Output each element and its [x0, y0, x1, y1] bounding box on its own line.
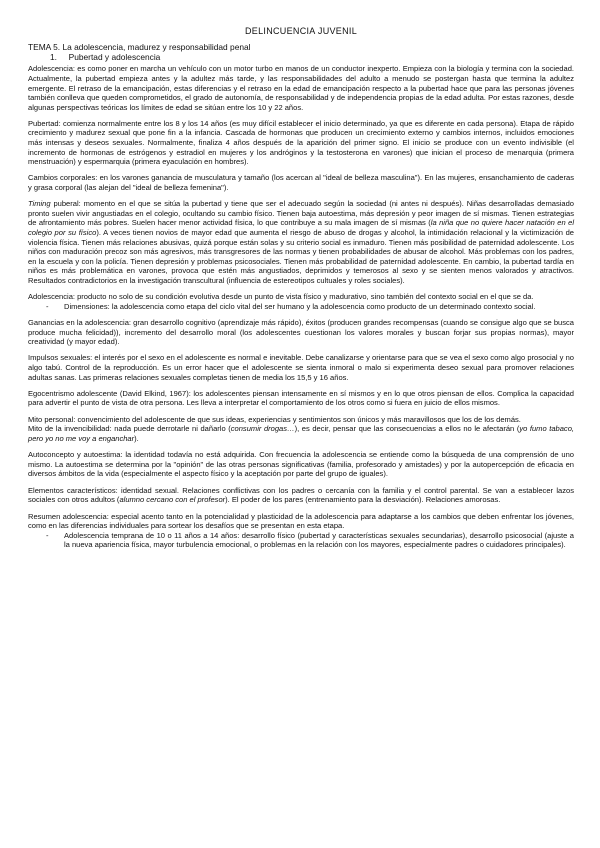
- list-item: - Adolescencia temprana de 10 o 11 años a 14 años: desarrollo físico (pubertad y características sexuales secundarias), desarrollo psicosocial (ajuste a la nueva apariencia física, mayor turbulencia emocional, o problemas en la relación con los mayores, especialmente padres o cuidadores principales).: [28, 531, 574, 550]
- paragraph-impulsos-sexuales: Impulsos sexuales: el interés por el sexo en el adolescente es normal e inevitable. Debe canalizarse y orientarse para que se vea el sexo como algo prosocial y no algo tabú. Control de la reproducción. Es un error hacer que el adolescente se sienta inmoral o malo si experimenta deseo sexual para promover relaciones adultas sanas. Las primeras relaciones sexuales completas tienen de media los 15,5 y 16 años.: [28, 353, 574, 382]
- paragraph-adolescencia: Adolescencia: es como poner en marcha un vehículo con un motor turbo en manos de un conductor inexperto. Empieza con la biología y termina con la sociedad. Actualmente, la pubertad empieza antes y la adultez más tarde, y las responsabilidades del adulto a menudo se postergan hasta que termina la adultez emergente. El retraso de la emancipación, estas diferencias y el retraso en la edad de emancipación respecto a la pubertad hace que para las personas jóvenes también conlleva que queden comprometidos, el grado de autonomía, de responsabilidad y de independencia propias de la edad adulta. Por estas razones, desde algunas perspectivas teóricas los límites de edad se sitúan entre los 10 y 22 años.: [28, 64, 574, 112]
- paragraph-egocentrismo: Egocentrismo adolescente (David Elkind, 1967): los adolescentes piensan intensamente en sí mismos y en lo que otros piensan de ellos. Complica la capacidad para advertir el punto de vista de otra persona. Les lleva a interpretar el comportamiento de los otros como si fuera en juicio de ellos mismos.: [28, 388, 574, 408]
- mito-text-b: ), es decir, pensar que las consecuencias a ellos no le afectarán (: [294, 424, 520, 434]
- paragraph-pubertad: Pubertad: comienza normalmente entre los 8 y los 14 años (es muy difícil establecer el inicio determinado, ya que es diferente en cada persona). Etapa de rápido crecimiento y madurez sexual que pone fin a la infancia. Cascada de hormonas que producen un crecimiento externo y cambios internos, incluidos emociones más intensas y deseos sexuales. Normalmente, finaliza 4 años después de la aparición del primer signo. El inicio se produce con un evento indivisible (el incremento de hormonas de estrógenos y estradiol en mujeres y los andróginos y la testosterona en varones) que inician el proceso de menarquia (primera menstruación) y espermarquia (primera eyaculación en hombres).: [28, 118, 574, 167]
- mito-text-a: Mito de la invencibilidad: nada puede derrotarle ni dañarlo (: [28, 424, 231, 434]
- section-heading: 1. Pubertad y adolescencia: [50, 52, 161, 63]
- document-title: DELINCUENCIA JUVENIL: [244, 26, 358, 36]
- timing-text-b: ). A veces tienen novios de mayor edad que aumenta el riesgo de abuso de drogas y alcohol, la intimidación relacional y la victimización de violencia física. Tienen más relaciones abusivas, quizá porque están solas y su criterio social es inmaduro. Tienen más posibilidad de paternidad adolescente. Los niños con maduración precoz son más agresivos, más transgresores de las normas y tienen probabilidades de abusar de alcohol. Más problemas con los padres, en la escuela y con la policía. Tienen depresión y problemas psicosociales. Tienen más probabilidad de paternidad adolescente. En cambio, la pubertad tardía en niños es más problemática en varones, provoca que estén más angustiados, deprimidos y temerosos al sexo y se sienten menos valorados y atractivos. Resultados contradictorios en la investigación transcultural (influencia de estereotipos cultuales y roles sociales).: [28, 228, 574, 285]
- elementos-example: alumno cercano con el profesor: [119, 495, 226, 505]
- paragraph-autoconcepto: Autoconcepto y autoestima: la identidad todavía no está adquirida. Con frecuencia la adolescencia se entiende como la búsqueda de una comprensión de uno mismo. La autoestima se determina por la "opinión" de las otras personas significativas (familia, profesorado y amistades) y por la autopercepción de eficacia en diversos ámbitos de la vida (especialmente el aspecto físico y la aceptación por parte del grupo de iguales).: [28, 450, 574, 479]
- paragraph-timing-puberal: [28, 199, 574, 285]
- document-page: [28, 26, 574, 556]
- list-item: - Dimensiones: la adolescencia como etapa del ciclo vital del ser humano y la adolescencia como producto de un determinado contexto social.: [28, 302, 574, 312]
- resumen-list: [28, 531, 574, 550]
- elementos-text-b: ). El poder de los pares (entrenamiento para la desviación). Relaciones amorosas.: [225, 495, 501, 505]
- timing-text-a: puberal: momento en el que se sitúa la pubertad y tiene que ser el adecuado según la sociedad (ni antes ni después). Niñas desarrolladas demasiado pronto suelen vivir angustiadas en el colegio, ocultando su cambio físico. Tienen baja autoestima, más depresión y peor imagen de sí mismas. Tienen estrategias de afrontamiento más pobres. Suelen hacer menor actividad física, lo que contribuye a su mala imagen de sí mismas (: [28, 199, 574, 228]
- paragraph-mito-invencibilidad: [28, 424, 574, 443]
- paragraph-ganancias: Ganancias en la adolescencia: gran desarrollo cognitivo (aprendizaje más rápido), éxitos (producen grandes recompensas (cuando se consigue algo que se busca produce mucha felicidad)), incremento del desarrollo moral (los adolescentes cuestionan los valores morales y buscan forjar sus propias normas), mayor creatividad (y mayor edad).: [28, 317, 574, 347]
- mito-example-2: yo fumo tabaco, pero yo no me voy a enganchar: [28, 424, 575, 443]
- paragraph-resumen: Resumen adolescencia: especial acento tanto en la potencialidad y plasticidad de la adolescencia para adaptarse a los cambios que deben enfrentar los jóvenes, como en las diferencias individuales para sortear los desafíos que se presentan en esta etapa.: [28, 511, 574, 531]
- topic-heading: TEMA 5. La adolescencia, madurez y responsabilidad penal: [28, 42, 251, 52]
- dimensiones-list: [28, 302, 574, 312]
- mito-example-1: consumir drogas…: [230, 424, 295, 434]
- timing-term: Timing: [28, 199, 51, 209]
- paragraph-mito-personal: Mito personal: convencimiento del adolescente de que sus ideas, experiencias y sentimientos son únicos y más maravillosos que los de los demás.: [28, 414, 521, 424]
- paragraph-adolescencia-contexto: Adolescencia: producto no solo de su condición evolutiva desde un punto de vista físico y madurativo, sino también del contexto social en el que se da.: [28, 292, 534, 302]
- paragraph-cambios-corporales: Cambios corporales: en los varones ganancia de musculatura y tamaño (los acercan al "ideal de belleza masculina"). En las mujeres, ensanchamiento de caderas y grasa corporal (las alejan del "ideal de belleza femenina").: [28, 173, 574, 193]
- paragraph-elementos: [28, 486, 574, 505]
- mito-text-c: ).: [134, 433, 139, 443]
- elementos-text-a: Elementos característicos: identidad sexual. Relaciones conflictivas con los padres o cercanía con la familia y el control parental. Se van a establecer lazos sociales con otros adultos (: [28, 485, 574, 505]
- timing-example: la niña que no quiere hacer natación en el colegio por su físico: [28, 218, 574, 237]
